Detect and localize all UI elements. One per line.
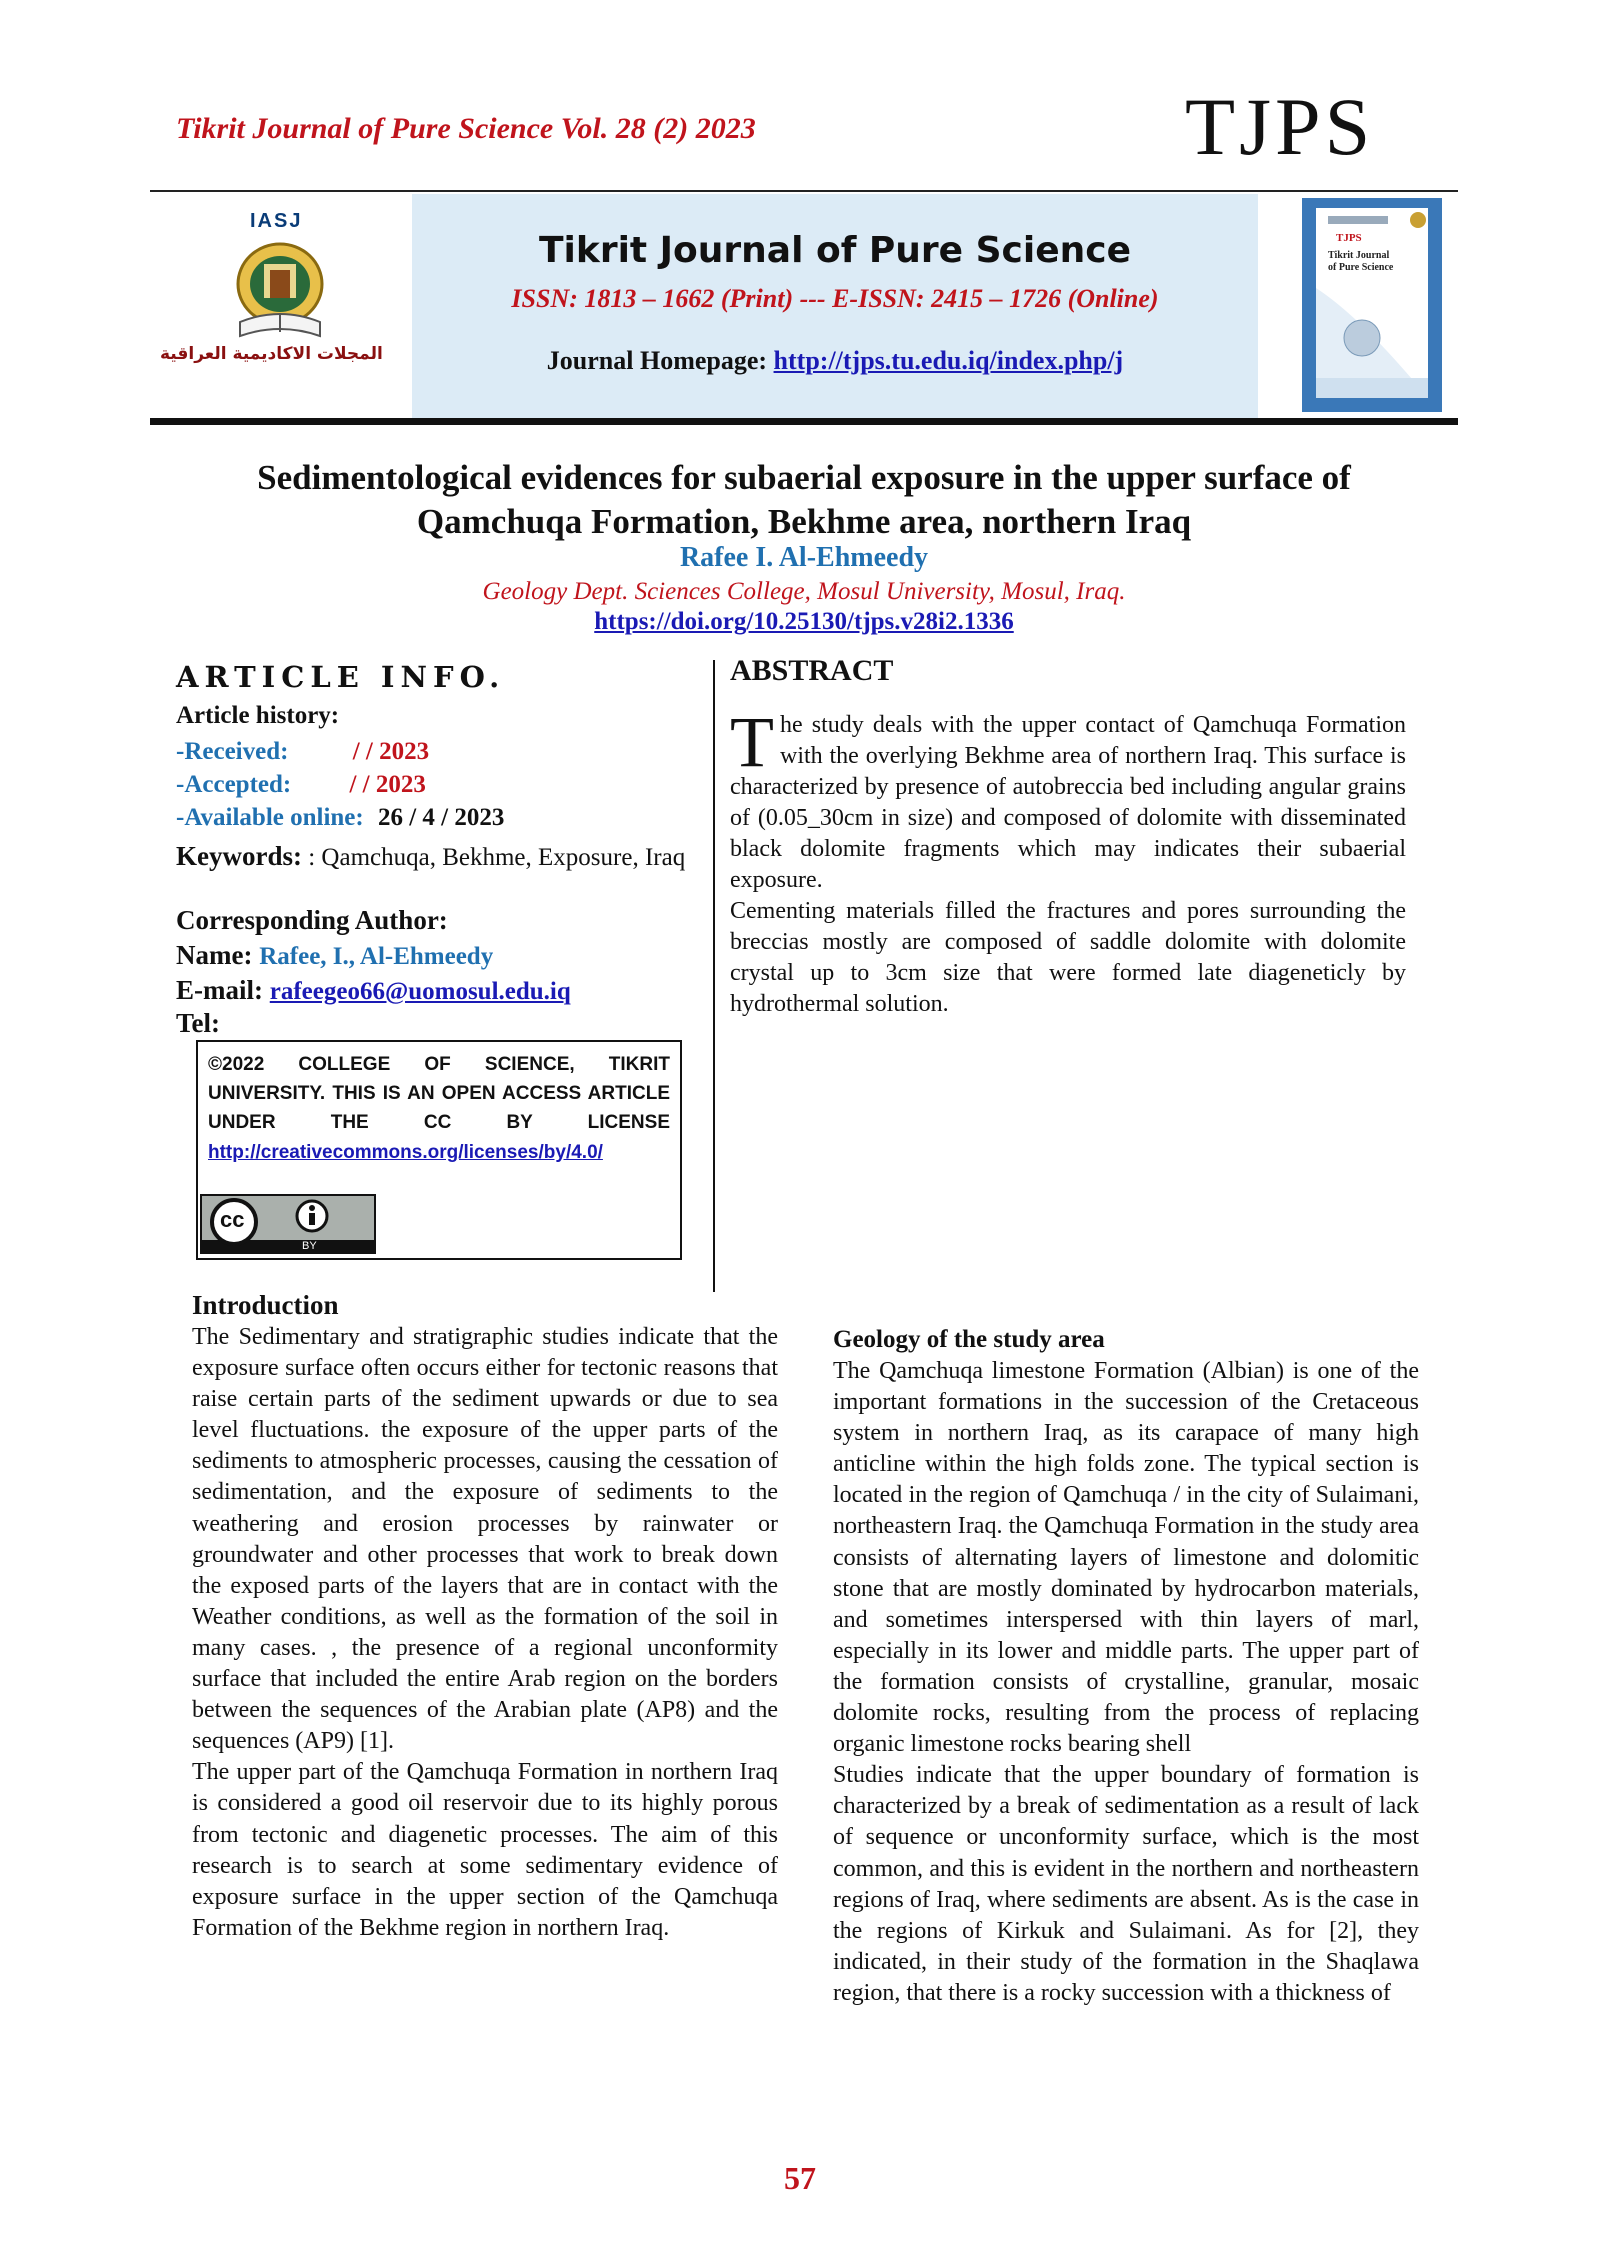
journal-cover-thumbnail[interactable] bbox=[1290, 194, 1458, 418]
corresponding-email bbox=[176, 975, 571, 1006]
available-online-date bbox=[176, 804, 504, 832]
homepage-label: Journal Homepage: bbox=[546, 346, 774, 375]
corresponding-author-label: Corresponding Author: bbox=[176, 905, 448, 935]
geology-paragraph-1: The Qamchuqa limestone Formation (Albian) is one of the important formations in the succession of the Cretaceous system in northern Iraq, as its carapace of many high anticline within the high folds zone. The typical section is located in the region of Qamchuqa / in the city of Sulaimani, northeastern Iraq. the Qamchuqa Formation in the study area consists of alternating layers of limestone and dolomitic stone that are mostly dominated by hydrocarbon materials, and sometimes interspersed with thin layers of marl, especially in its lower and middle parts. The upper part of the formation consists of crystalline, granular, mosaic dolomite rocks, resulting from the process of replacing organic limestone rocks bearing shell bbox=[833, 1358, 1419, 1758]
corresponding-tel: Tel: bbox=[176, 1008, 221, 1038]
name-label: Name: bbox=[176, 940, 260, 970]
license-box bbox=[196, 1040, 682, 1260]
iasj-arabic-caption: المجلات الاكاديمية العراقية bbox=[160, 344, 383, 364]
title-line-1: Sedimentological evidences for subaerial exposure in the upper surface of bbox=[257, 458, 1351, 497]
corresponding-name bbox=[176, 940, 493, 971]
title-line-2: Qamchuqa Formation, Bekhme area, northern Iraq bbox=[416, 502, 1192, 541]
license-link[interactable]: http://creativecommons.org/licenses/by/4.0/ bbox=[208, 1142, 603, 1163]
author-affiliation: Geology Dept. Sciences College, Mosul University, Mosul, Iraq. bbox=[482, 578, 1126, 605]
abstract-paragraph-2: Cementing materials filled the fractures and pores surrounding the breccias mostly are composed of saddle dolomite with dolomite crystal up to 3cm size that were formed late diageneticly by hydrothermal solution. bbox=[730, 898, 1406, 1017]
journal-cover-image bbox=[1302, 198, 1442, 412]
geology-paragraph-2: Studies indicate that the upper boundary of formation is characterized by a break of sedimentation as a result of lack of sequence or unconformity surface, which is the most common, and this is evident in the northern and northeastern regions of Iraq, where sediments are absent. As is the case in the regions of Kirkuk and Sulaimani. As for [2], they indicated, in their study of the formation in the Shaqlawa region, that there is a rocky succession with a thickness of bbox=[833, 1762, 1419, 2006]
keywords bbox=[176, 840, 702, 874]
received-value: / / 2023 bbox=[352, 738, 430, 765]
cc-label: cc bbox=[220, 1207, 245, 1232]
page-number: 57 bbox=[784, 2160, 816, 2196]
license-text: ©2022 COLLEGE OF SCIENCE, TIKRIT UNIVERSITY. THIS IS AN OPEN ACCESS ARTICLE UNDER THE CC BY LICENSE bbox=[208, 1054, 670, 1133]
journal-banner bbox=[150, 194, 1458, 418]
name-value: Rafee, I., Al-Ehmeedy bbox=[259, 943, 494, 970]
abstract-body bbox=[730, 702, 1406, 1020]
abstract-heading: ABSTRACT bbox=[730, 654, 894, 687]
column-separator bbox=[713, 660, 715, 1292]
geology-heading: Geology of the study area bbox=[833, 1326, 1105, 1353]
homepage-link[interactable]: http://tjps.tu.edu.iq/index.php/j bbox=[773, 346, 1124, 375]
doi-link[interactable]: https://doi.org/10.25130/tjps.v28i2.1336 bbox=[594, 608, 1014, 635]
keywords-label: Keywords: bbox=[176, 841, 302, 871]
banner-rule bbox=[150, 418, 1458, 425]
email-label: E-mail: bbox=[176, 975, 270, 1005]
header-rule bbox=[150, 190, 1458, 192]
journal-name: Tikrit Journal of Pure Science bbox=[538, 230, 1132, 271]
author-name: Rafee I. Al-Ehmeedy bbox=[679, 542, 929, 573]
email-link[interactable]: rafeegeo66@uomosul.edu.iq bbox=[269, 978, 571, 1005]
article-history-label: Article history: bbox=[176, 702, 340, 729]
keywords-value: : Qamchuqa, Bekhme, Exposure, Iraq bbox=[308, 844, 686, 871]
geology-column bbox=[833, 1356, 1419, 2009]
accepted-value: / / 2023 bbox=[349, 771, 426, 798]
journal-homepage bbox=[412, 346, 1258, 376]
journal-brand: TJPS bbox=[1185, 81, 1375, 172]
introduction-heading: Introduction bbox=[192, 1290, 339, 1320]
available-label: -Available online: bbox=[176, 804, 364, 831]
accepted-date bbox=[176, 771, 426, 799]
accepted-label: -Accepted: bbox=[176, 771, 292, 798]
abstract-dropcap: T bbox=[730, 702, 774, 782]
cover-title: Tikrit Journal of Pure Science bbox=[1328, 250, 1394, 273]
issn-line: ISSN: 1813 – 1662 (Print) --- E-ISSN: 2415 – 1726 (Online) bbox=[511, 284, 1159, 313]
abstract-paragraph-1: he study deals with the upper contact of Qamchuqa Formation with the overlying Bekhme area of northern Iraq. This surface is characterized by presence of autobreccia bed including angular grains of (0.05_30cm in size) and composed of dolomite with disseminated black dolomite fragments which may indicates their subaerial exposure. bbox=[730, 712, 1406, 893]
running-journal-title: Tikrit Journal of Pure Science Vol. 28 (2) 2023 bbox=[176, 112, 756, 145]
introduction-paragraph-1: The Sedimentary and stratigraphic studies indicate that the exposure surface often occurs either for tectonic reasons that raise certain parts of the sediment upwards or due to sea level fluctuations. the exposure of the upper parts of the sediments to atmospheric processes, causing the cessation of sedimentation, and the exposure of sediments to the weathering and erosion processes by rainwater or groundwater and other processes that work to break down the exposed parts of the layers that are in contact with the Weather conditions, as well as the formation of the soil in many cases. , the presence of a regional unconformity surface that included the entire Arab region on the borders between the sequences of the Arabian plate (AP8) and the sequences (AP9) [1]. bbox=[192, 1324, 778, 1755]
iasj-logo[interactable] bbox=[150, 194, 410, 418]
article-title bbox=[150, 456, 1458, 544]
received-date bbox=[176, 738, 429, 766]
banner-center-panel bbox=[412, 194, 1258, 418]
by-label: BY bbox=[302, 1240, 317, 1252]
introduction-paragraph-2: The upper part of the Qamchuqa Formation in northern Iraq is considered a good oil reservoir due to its highly porous from tectonic and diagenetic processes. The aim of this research is to search at some sedimentary evidence of exposure surface in the upper section of the Qamchuqa Formation of the Bekhme region in northern Iraq. bbox=[192, 1759, 778, 1941]
received-label: -Received: bbox=[176, 738, 289, 765]
cover-badge: TJPS bbox=[1336, 232, 1362, 244]
introduction-column bbox=[192, 1322, 778, 1944]
available-value: 26 / 4 / 2023 bbox=[377, 804, 505, 831]
article-info-heading: ARTICLE INFO. bbox=[176, 660, 506, 694]
iasj-logo-text: IASJ bbox=[250, 210, 303, 232]
cc-by-badge[interactable] bbox=[200, 1194, 376, 1254]
iasj-emblem-icon bbox=[220, 236, 340, 346]
